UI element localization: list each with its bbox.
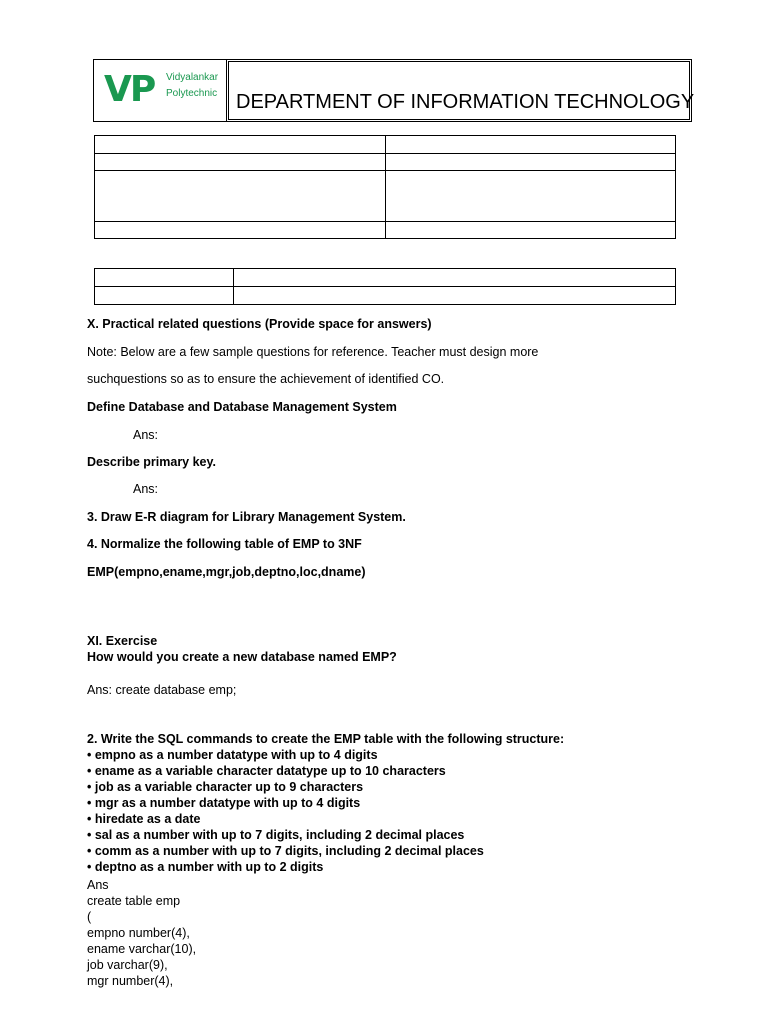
code-line: empno number(4), — [87, 926, 190, 940]
question-2: Describe primary key. — [87, 455, 217, 469]
info-cell — [386, 154, 676, 171]
answer-label-2: Ans: — [133, 482, 159, 496]
section-x-heading: X. Practical related questions (Provide space for answers) — [87, 317, 432, 331]
list-item: • hiredate as a date — [87, 812, 201, 826]
list-item: • sal as a number with up to 7 digits, including 2 decimal places — [87, 828, 465, 842]
exercise-answer-1: Ans: create database emp; — [87, 683, 237, 697]
info-cell — [95, 154, 386, 171]
logo-text — [166, 71, 218, 103]
list-item: • deptno as a number with up to 2 digits — [87, 860, 324, 874]
list-item: • job as a variable character up to 9 characters — [87, 780, 364, 794]
answer-label: Ans — [87, 878, 109, 892]
section-xi-heading: XI. Exercise — [87, 634, 158, 648]
info-cell — [386, 171, 676, 222]
sql-answer — [87, 877, 196, 989]
code-line: create table emp — [87, 894, 181, 908]
answer-label-1: Ans: — [133, 428, 159, 442]
marks-cell — [234, 269, 676, 287]
list-item: • comm as a number with up to 7 digits, including 2 decimal places — [87, 844, 484, 858]
code-line: mgr number(4), — [87, 974, 174, 988]
info-cell — [386, 136, 676, 154]
code-line: ( — [87, 910, 92, 924]
logo-line-1: Vidyalankar — [166, 72, 219, 83]
question-4: 4. Normalize the following table of EMP to 3NF — [87, 537, 362, 551]
list-item: • mgr as a number datatype with up to 4 digits — [87, 796, 361, 810]
marks-cell — [234, 287, 676, 305]
code-line: job varchar(9), — [87, 958, 168, 972]
info-table — [94, 135, 676, 239]
marks-cell — [95, 269, 234, 287]
structure-list — [87, 747, 484, 875]
marks-table — [94, 268, 676, 305]
info-cell — [95, 136, 386, 154]
question-3: 3. Draw E-R diagram for Library Management System. — [87, 510, 406, 524]
department-title: DEPARTMENT OF INFORMATION TECHNOLOGY — [236, 91, 695, 113]
info-cell — [95, 171, 386, 222]
list-item: • empno as a number datatype with up to 4 digits — [87, 748, 378, 762]
exercise-question-2: 2. Write the SQL commands to create the EMP table with the following structure: — [87, 732, 565, 746]
emp-relation: EMP(empno,ename,mgr,job,deptno,loc,dname) — [87, 565, 366, 579]
info-cell — [95, 222, 386, 239]
question-1: Define Database and Database Management System — [87, 400, 397, 414]
exercise-question-1: How would you create a new database named EMP? — [87, 650, 397, 664]
note-line-1: Note: Below are a few sample questions for reference. Teacher must design more — [87, 345, 539, 359]
code-line: ename varchar(10), — [87, 942, 197, 956]
logo-line-2: Polytechnic — [166, 88, 218, 99]
list-item: • ename as a variable character datatype up to 10 characters — [87, 764, 446, 778]
marks-cell — [95, 287, 234, 305]
info-cell — [386, 222, 676, 239]
note-line-2: suchquestions so as to ensure the achievement of identified CO. — [87, 372, 445, 386]
logo-mark: VP — [104, 69, 155, 110]
